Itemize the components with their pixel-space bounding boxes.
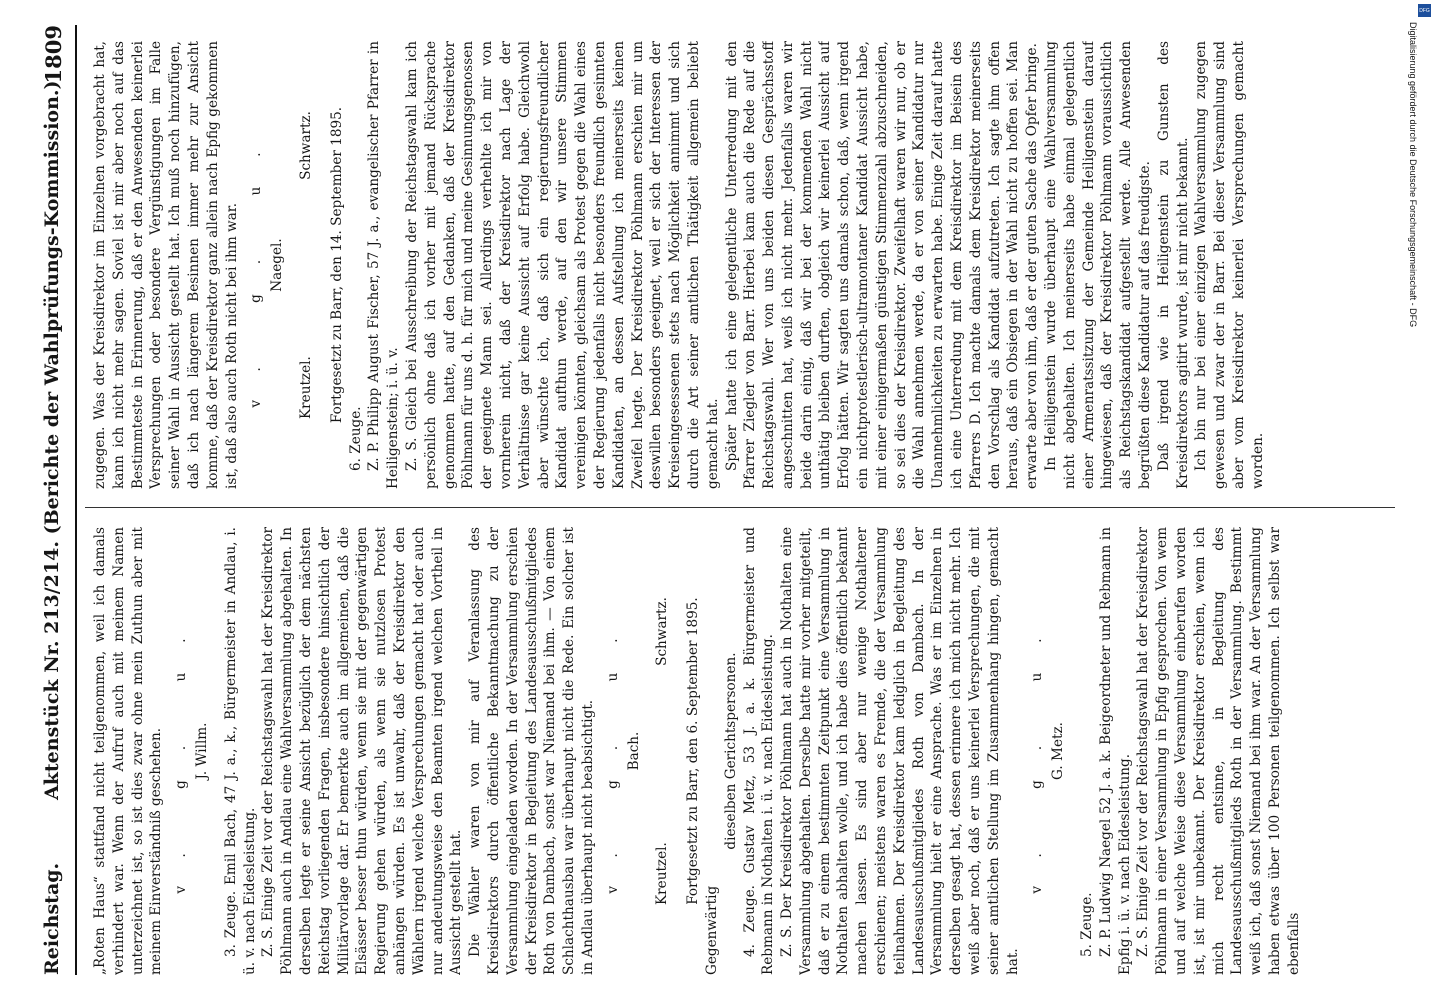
- paragraph: Z. S. Der Kreisdirektor Pöhlmann hat auch in Nothalten eine Versammlung abgehalten. Derselbe hatte mir vorher mitgeteilt, daß er zu einem bestimmten Zeitpunkt eine Versammlung in Nothalten abhalten wolle, und ich habe dies öffentlich bekannt machen lassen. Es sind aber nur wenige Nothaltener erschienen; meistens waren es Fremde, die der Versammlung teilnahmen. Der Kreisdirektor kam lediglich in Begleitung des Landesausschußmitgliedes Roth von Dambach. In der Versammlung hielt er eine Ansprache. Was er im Einzelnen in derselben gesagt hat, dessen erinnere ich mich nicht mehr. Ich weiß aber noch, daß er uns keinerlei Versprechungen, die mit seiner amtlichen Stellung im Zusammenhang hingen, gemacht hat.: [779, 527, 1021, 975]
- header-left-title: Reichstag.: [41, 862, 63, 975]
- centered-line: Fortgesetzt zu Barr, den 14. September 1895.: [328, 106, 345, 424]
- paragraph: 6. Zeuge.: [347, 406, 364, 471]
- paragraph: Z. P. Ludwig Naegel 52 J. a. k. Beigeordneter und Rebmann in Epfig i. ü. v. nach Eidesleistung.: [1097, 527, 1133, 975]
- paragraph: Z. S. Einige Zeit vor der Reichstagswahl hat der Kreisdirektor Pöhlmann in einer Versammlung in Epfig gesprochen. Von wem und auf welche Weise diese Versammlung einberufen worden ist, ist mir unbekannt. Der Kreisdirektor erschien, wenn ich mich recht entsinne, in Begleitung des Landesausschußmitglieds Roth in der Versammlung. Bestimmt weiß ich, daß sonst Niemand bei ihm war. An der Versammlung haben etwas über 100 Personen teilgenommen. Ich selbst war ebenfalls: [1135, 527, 1302, 975]
- centered-line: Fortgesetzt zu Barr, den 6. September 1895.: [685, 597, 702, 905]
- right-text-column: [91, 41, 1391, 489]
- centered-line: dieselben Gerichtspersonen.: [722, 652, 739, 850]
- paragraph: 4. Zeuge. Gustav Metz, 53 J. a. k. Bürgermeister und Rebmann in Nothalten i. ü. v. nach Eidesleistung.: [741, 527, 777, 975]
- paragraph: Später hatte ich eine gelegentliche Unterredung mit den Pfarrer Ziegler von Barr. Hierbei kam auch die Rede auf die Reichstagswahl. Wer von uns beiden diesen Gesprächsstoff angeschnitten hat, weiß ich nicht mehr. Jedenfalls waren wir beide darin einig, daß wir bei der kommenden Wahl nicht unthätig bleiben durften, obgleich wir keinerlei Aussicht auf Erfolg hätten. Wir sagten uns damals schon, daß, wenn irgend ein nichtprotestlerisch-ultramontaner Kandidat Aussicht habe, mit einer einigermaßen günstigen Stimmenzahl abzuschneiden, so sei dies der Kreisdirektor. Zweifelhaft waren wir nur, ob er die Wahl annehmen werde, da er von seiner Kandidatur nur Unannehmlichkeiten zu erwarten habe. Einige Zeit darauf hatte ich eine Unterredung mit dem Kreisdirektor im Beisein des Pfarrers D. Ich machte damals dem Kreisdirektor meinerseits den Vorschlag als Kandidat aufzutreten. Ich sagte ihm offen heraus, daß ein Obsiegen in der Wahl nicht zu hoffen sei. Man erwarte aber von ihm, daß er der guten Sache das Opfer bringe.: [723, 41, 1041, 489]
- paragraph: Z. S. Einige Zeit vor der Reichstagswahl hat der Kreisdirektor Pöhlmann auch in Andlau eine Wahlversammlung abgehalten. In derselben legte er seine Ansicht bezüglich der dem nächsten Reichstag vorliegenden Fragen, insbesondere hinsichtlich der Militärvorlage dar. Er bemerkte auch im allgemeinen, daß die Elsässer besser thun würden, wenn sie mit der gegenwärtigen Regierung gehen würden, als wenn sie nutzlosen Protest anhängen würden. Es ist unwahr, daß der Kreisdirektor den Wählern irgend welche Versprechungen gemacht hat oder auch nur andeutungsweise den Beamten irgend welchen Vortheil in Aussicht gestellt hat.: [260, 527, 465, 975]
- paragraph: zugegen. Was der Kreisdirektor im Einzelnen vorgebracht hat, kann ich nicht mehr sagen. Soviel ist mir aber noch auf das Bestimmteste in Erinnerung, daß er den Anwesenden keinerlei Versprechungen oder besondere Vergünstigungen im Falle seiner Wahl in Aussicht gestellt hat. Ich muß noch hinzufügen, daß ich nach längerem Besinnen immer mehr zur Ansicht komme, daß der Kreisdirektor ganz allein nach Epfig gekommen ist, daß also auch Roth nicht bei ihm war.: [92, 41, 240, 489]
- signature: Schwartz.: [654, 597, 671, 666]
- signature: Bach.: [625, 731, 642, 771]
- attestation-mark: v. g. u.: [248, 122, 265, 408]
- signature: Kreutzel.: [297, 356, 314, 419]
- paragraph: Z. S. Gleich bei Ausschreibung der Reichstagswahl kam ich persönlich ohne daß ich vorher mit jemand Rücksprache genommen hatte, auf den Gedanken, daß der Kreisdirektor Pöhlmann für uns d. h. für mich und meine Gesinnungsgenossen der geeignete Mann sei. Allerdings verhehlte ich mir von vornherein nicht, daß der Kreisdirektor nach Lage der Verhältnisse gar keine Aussicht auf Erfolg habe. Gleichwohl aber wünschte ich, daß sich ein regierungsfreundlicher Kandidat aufthun werde, auf den wir unsere Stimmen vereinigen könnten, gleichsam als Protest gegen die Wahl eines der Regierung jedenfalls nicht besonders freundlich gesinnten Kandidaten, an dessen Aufstellung ich meinerseits keinen Zweifel hegte. Der Kreisdirektor Pöhlmann erschien mir um deswillen besonders geeignet, weil er sich der Interessen der Kreiseingesessenen stets nach Möglichkeit annimmt und sich durch die Art seiner amtlichen Thätigkeit allgemein beliebt gemacht hat.: [403, 41, 721, 489]
- signature: J. Willm.: [193, 722, 210, 780]
- signature: Kreutzel.: [654, 842, 671, 905]
- header-rule: [75, 25, 77, 975]
- paragraph: „Roten Haus“ stattfand nicht teilgenommen, weil ich damals verhindert war. Wenn der Aufruf auch mit meinem Namen unterzeichnet ist, so ist dies zwar ohne mein Zuthun aber mit meinem Einverständniß geschehen.: [92, 527, 165, 975]
- paragraph: In Heiligenstein wurde überhaupt eine Wahlversammlung nicht abgehalten. Ich meinerseits habe einmal gelegentlich einer Armenratssitzung der Gemeinde Heiligenstein darauf hingewiesen, daß der Kreisdirektor Pöhlmann voraussichtlich als Reichstagskandidat aufgestellt werde. Alle Anwesenden begrüßten diese Kandidatur auf das freudigste.: [1043, 41, 1154, 489]
- left-text-column: [91, 527, 1391, 975]
- page-number: 1809: [41, 25, 66, 84]
- running-header: [35, 25, 79, 975]
- signature-pair: [297, 111, 316, 419]
- paragraph: Daß irgend wie in Heiligenstein zu Gunsten des Kreisdirektors agitirt wurde, ist mir nicht bekannt.: [1155, 41, 1191, 489]
- paragraph: Z. P. Philipp August Fischer, 57 J. a., evangelischer Pfarrer in Heiligenstein; i. ü. v.: [366, 41, 402, 489]
- paragraph: Die Wähler waren von mir auf Veranlassung des Kreisdirektors durch öffentliche Bekanntmachung zu der Versammlung eingeladen worden. In der Versammlung erschien der Kreisdirektor in Begleitung des Landesausschußmitgliedes Roth von Dambach, sonst war Niemand bei ihm. — Von einem Schlachthausbau war überhaupt nicht die Rede. Ein solcher ist in Andlau überhaupt nicht beabsichtigt.: [467, 527, 596, 975]
- dfg-logo-badge: DFG: [1418, 4, 1431, 17]
- digitization-credit-note: Digitalisierung gefördert durch die Deutsche Forschungsgemeinschaft - DFG: [1408, 22, 1418, 328]
- column-divider: [85, 507, 1395, 508]
- rotated-document-page: [35, 25, 1405, 975]
- attestation-mark: v. g. u.: [173, 608, 190, 894]
- paragraph: Gegenwärtig: [703, 885, 720, 975]
- attestation-mark: v. g. u.: [1029, 608, 1046, 894]
- paragraph: 3. Zeuge. Emil Bach, 47 J. a., k., Bürgermeister in Andlau, i. ü. v. nach Eidesleistung.: [222, 527, 258, 975]
- signature: Schwartz.: [297, 111, 314, 180]
- signature-pair: [653, 597, 672, 905]
- paragraph: Ich bin nur bei einer einzigen Wahlversammlung zugegen gewesen und zwar der in Barr. Bei dieser Versammlung sind aber vom Kreisdirektor keinerlei Versprechungen gemacht worden.: [1193, 41, 1266, 489]
- header-center-title: Aktenstück Nr. 213/214. (Berichte der Wahlprüfungs-Kommission.): [41, 80, 63, 800]
- paragraph: 5. Zeuge.: [1079, 892, 1096, 957]
- signature: G. Metz.: [1050, 722, 1067, 780]
- attestation-mark: v. g. u.: [604, 608, 621, 894]
- signature: Naegel.: [269, 238, 286, 292]
